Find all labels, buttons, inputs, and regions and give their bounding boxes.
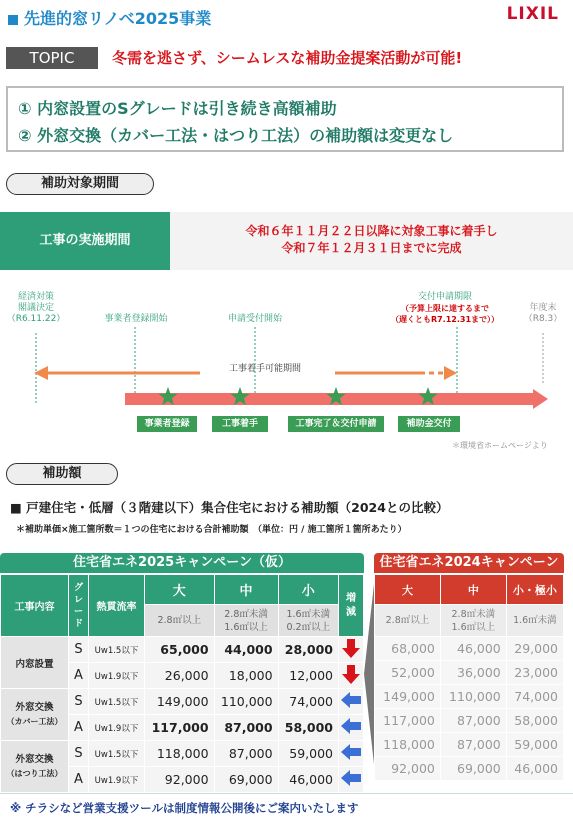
step-subsidy-grant: 補助金交付 — [398, 416, 460, 432]
col-sub-small: 1.6㎡未満 0.2㎡以上 — [278, 605, 338, 637]
timeline-registration-label: 事業者登録開始 — [104, 314, 168, 324]
r-col-header-large: 大 — [375, 575, 441, 605]
r-col-sub-large: 2.8㎡以上 — [375, 605, 441, 637]
key-point-2: ② 外窓交換（カバー工法・はつり工法）の補助額は変更なし — [18, 126, 454, 145]
table-row — [375, 685, 564, 709]
value-cell: 87,000 — [440, 733, 506, 757]
value-cell: 92,000 — [375, 757, 441, 781]
change-cell — [339, 767, 364, 793]
uw-cell: Uw1.9以下 — [89, 767, 145, 793]
value-cell: 87,000 — [214, 715, 278, 741]
table-row — [1, 741, 364, 767]
change-cell — [339, 637, 364, 663]
uw-cell: Uw1.9以下 — [89, 663, 145, 689]
table-row — [1, 637, 364, 663]
table-row — [375, 709, 564, 733]
value-cell: 46,000 — [278, 767, 338, 793]
grade-cell: S — [69, 741, 89, 767]
value-cell: 46,000 — [506, 757, 563, 781]
value-cell: 44,000 — [214, 637, 278, 663]
grade-cell: A — [69, 715, 89, 741]
value-cell: 58,000 — [278, 715, 338, 741]
timeline-deadline-label: 交付申請期限 （予算上限に達するまで （遅くともR7.12.31まで）） — [390, 292, 500, 324]
col-header-medium: 中 — [214, 575, 278, 605]
table-row — [375, 757, 564, 781]
key-points-box — [6, 86, 564, 152]
campaign-2024-header: 住宅省エネ2024キャンペーン — [374, 553, 564, 573]
table-row — [375, 733, 564, 757]
divider-wedge — [364, 574, 374, 774]
step-completion-application: 工事完了＆交付申請 — [288, 416, 384, 432]
footer-note: ※ チラシなど営業支援ツールは制度情報公開後にご案内いたします — [10, 801, 359, 815]
value-cell: 117,000 — [375, 709, 441, 733]
value-cell: 12,000 — [278, 663, 338, 689]
col-header-work: 工事内容 — [1, 575, 69, 637]
row-group-cover-method: 外窓交換 （カバー工法） — [1, 689, 69, 741]
uw-cell: Uw1.5以下 — [89, 689, 145, 715]
arrow-left-blue-icon — [339, 741, 363, 763]
value-cell: 29,000 — [506, 637, 563, 661]
value-cell: 65,000 — [145, 637, 215, 663]
col-header-small: 小 — [278, 575, 338, 605]
value-cell: 74,000 — [278, 689, 338, 715]
lixil-logo: LIXIL — [506, 4, 559, 24]
col-header-change: 増減 — [339, 575, 364, 637]
value-cell: 92,000 — [145, 767, 215, 793]
r-col-header-medium: 中 — [440, 575, 506, 605]
value-cell: 36,000 — [440, 661, 506, 685]
col-sub-medium: 2.8㎡未満 1.6㎡以上 — [214, 605, 278, 637]
main-timeline-arrow-icon — [533, 389, 548, 409]
table-2024 — [374, 574, 564, 781]
value-cell: 118,000 — [375, 733, 441, 757]
value-cell: 118,000 — [145, 741, 215, 767]
grade-cell: S — [69, 637, 89, 663]
value-cell: 110,000 — [440, 685, 506, 709]
value-cell: 149,000 — [145, 689, 215, 715]
uw-cell: Uw1.5以下 — [89, 637, 145, 663]
section-heading-subsidy: 補助額 — [6, 463, 118, 485]
value-cell: 59,000 — [506, 733, 563, 757]
subsidy-note: ＊補助単価×施工箇所数＝１つの住宅における合計補助額 （単位：円 / 施工箇所１箇所あたり） — [16, 525, 407, 535]
value-cell: 26,000 — [145, 663, 215, 689]
value-cell: 28,000 — [278, 637, 338, 663]
col-sub-large: 2.8㎡以上 — [145, 605, 215, 637]
timeline-graphic — [0, 325, 573, 440]
period-line-2: 令和７年１２月３１日までに完成 — [281, 241, 462, 255]
possible-period-arrow-right-icon — [444, 366, 457, 380]
arrow-down-red-icon — [339, 637, 363, 659]
topic-text: 冬需を逃さず、シームレスな補助金提案活動が可能! — [112, 49, 463, 67]
value-cell: 117,000 — [145, 715, 215, 741]
table-2025 — [0, 574, 364, 793]
period-body — [170, 212, 573, 270]
row-group-inner-window: 内窓設置 — [1, 637, 69, 689]
grade-cell: S — [69, 689, 89, 715]
arrow-down-red-icon — [339, 663, 363, 685]
uw-cell: Uw1.5以下 — [89, 741, 145, 767]
value-cell: 46,000 — [440, 637, 506, 661]
value-cell: 69,000 — [214, 767, 278, 793]
change-cell — [339, 715, 364, 741]
change-cell — [339, 741, 364, 767]
value-cell: 59,000 — [278, 741, 338, 767]
grade-cell: A — [69, 767, 89, 793]
topic-badge: TOPIC — [6, 47, 98, 69]
table-row — [1, 689, 364, 715]
row-group-chipping-method: 外窓交換 （はつり工法） — [1, 741, 69, 793]
value-cell: 69,000 — [440, 757, 506, 781]
page-title: 先進的窓リノベ2025事業 — [8, 6, 211, 29]
step-registration: 事業者登録 — [137, 416, 197, 432]
subsidy-subtitle: ■ 戸建住宅・低層（３階建以下）集合住宅における補助額（2024との比較） — [10, 500, 449, 515]
timeline-application-label: 申請受付開始 — [227, 314, 282, 324]
source-note: ＊環境省ホームページより — [452, 441, 548, 450]
value-cell: 110,000 — [214, 689, 278, 715]
arrow-left-blue-icon — [339, 689, 363, 711]
table-row — [375, 637, 564, 661]
value-cell: 87,000 — [214, 741, 278, 767]
square-bullet-icon — [8, 15, 18, 25]
arrow-left-blue-icon — [339, 767, 363, 789]
period-line-1: 令和６年１１月２２日以降に対象工事に着手し — [245, 224, 498, 238]
footer-divider — [0, 793, 573, 794]
value-cell: 68,000 — [375, 637, 441, 661]
value-cell: 23,000 — [506, 661, 563, 685]
uw-cell: Uw1.9以下 — [89, 715, 145, 741]
table-row — [375, 661, 564, 685]
value-cell: 74,000 — [506, 685, 563, 709]
step-construction-start: 工事着手 — [212, 416, 268, 432]
key-point-1: ① 内窓設置のSグレードは引き続き高額補助 — [18, 99, 337, 118]
section-heading-period: 補助対象期間 — [6, 173, 154, 195]
col-header-uw: 熱貫流率 — [89, 575, 145, 637]
col-header-grade: グレード — [69, 575, 89, 637]
r-col-header-small: 小・極小 — [506, 575, 563, 605]
r-col-sub-medium: 2.8㎡未満 1.6㎡以上 — [440, 605, 506, 637]
timeline-year-end-label: 年度末 （R8.3） — [523, 303, 563, 324]
campaign-2025-header: 住宅省エネ2025キャンペーン（仮） — [0, 553, 364, 573]
r-col-sub-small: 1.6㎡未満 — [506, 605, 563, 637]
period-label: 工事の実施期間 — [0, 212, 170, 270]
timeline-decision-label: 経済対策 閣議決定 （R6.11.22） — [6, 292, 66, 324]
value-cell: 18,000 — [214, 663, 278, 689]
value-cell: 52,000 — [375, 661, 441, 685]
arrow-left-blue-icon — [339, 715, 363, 737]
change-cell — [339, 663, 364, 689]
grade-cell: A — [69, 663, 89, 689]
value-cell: 149,000 — [375, 685, 441, 709]
value-cell: 87,000 — [440, 709, 506, 733]
change-cell — [339, 689, 364, 715]
value-cell: 58,000 — [506, 709, 563, 733]
col-header-large: 大 — [145, 575, 215, 605]
possible-period-label: 工事着手可能期間 — [228, 364, 301, 374]
